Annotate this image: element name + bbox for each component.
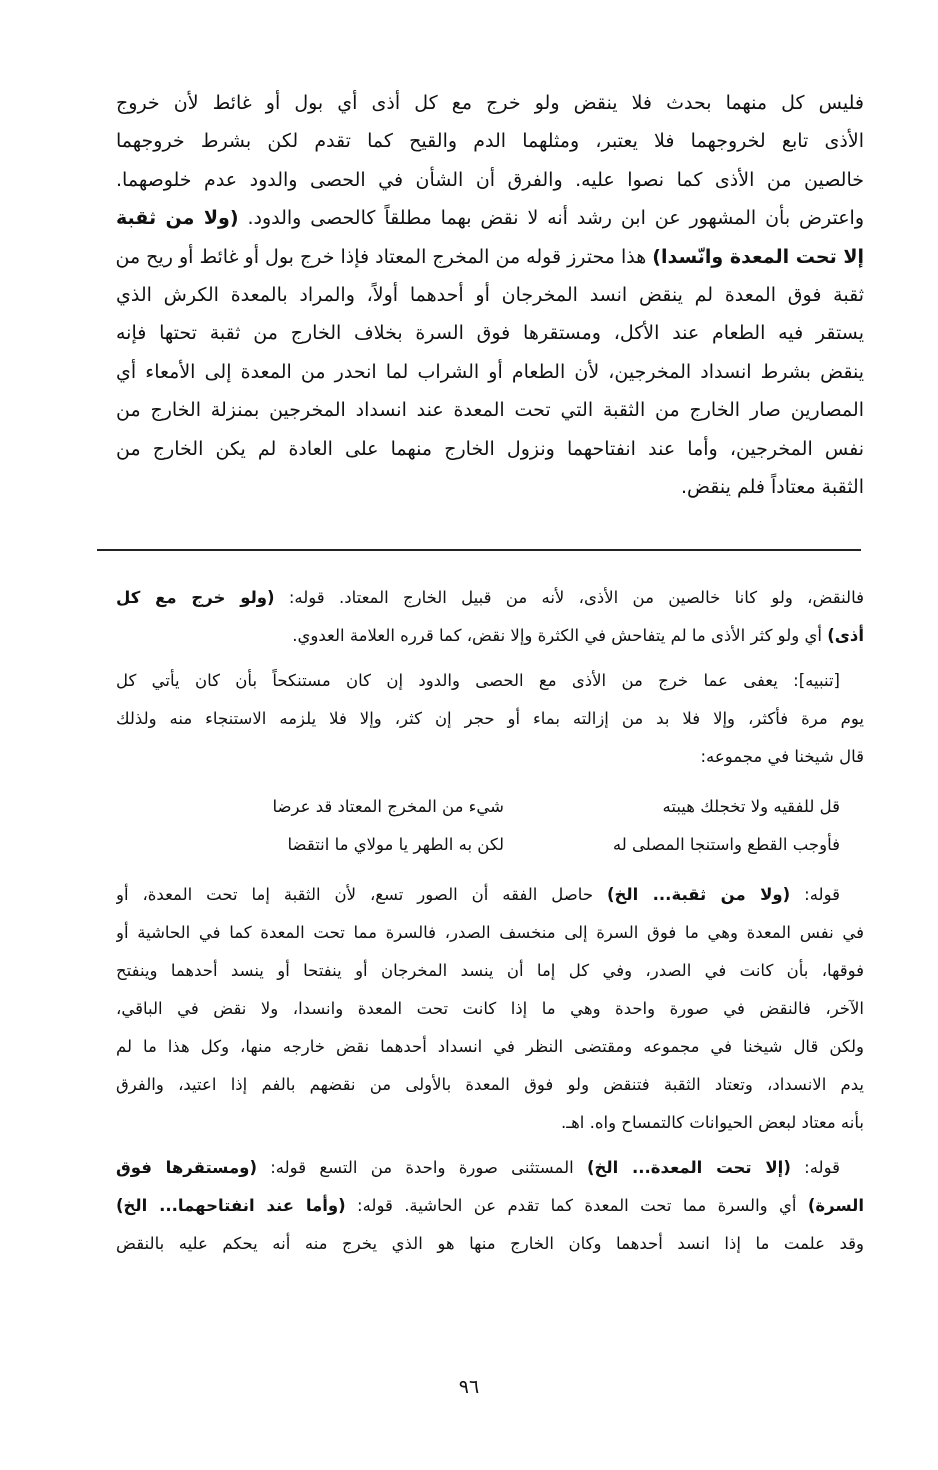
text-line	[116, 391, 864, 429]
text-segment: حاصل الفقه أن الصور تسع، لأن الثقبة إما تحت المعدة، أو	[116, 885, 607, 904]
text-segment: فليس كل منهما بحدث فلا ينقض ولو خرج مع كل أذى أي بول أو غائط لأن خروج	[116, 92, 864, 114]
footnote-separator	[97, 549, 861, 551]
text-segment: الأذى تابع لخروجهما فلا يعتبر، ومثلهما الدم والقيح كما تقدم لكن بشرط خروجهما	[116, 130, 864, 153]
text-segment: قوله:	[790, 1158, 840, 1177]
note-line: يدم الانسداد، وتعتاد الثقبة فتنقض ولو فوق المعدة بالأولى من نقضهم بالفم إذا اعتيد، والفرق	[116, 1075, 864, 1094]
text-segment: قوله:	[790, 885, 840, 904]
text-line	[116, 161, 864, 199]
text-segment: الثقبة معتاداً فلم ينقض.	[680, 475, 864, 498]
note-line: ولكن قال شيخنا في مجموعه ومقتضى النظر في انسداد أحدهما نقض خارجه منها، وكل هذا ما لم	[116, 1037, 864, 1056]
note-line	[116, 1149, 864, 1187]
note-line	[116, 579, 864, 617]
verse-first-hemistich: فأوجب القطع واستنجا المصلى له	[612, 835, 840, 854]
text-segment: فالنقض، ولو كانا خالصين من الأذى، لأنه من قبيل الخارج المعتاد. قوله:	[274, 588, 864, 607]
text-segment: واعترض بأن المشهور عن ابن رشد أنه لا نقض بهما مطلقاً كالحصى والدود.	[238, 207, 864, 230]
page-number: ٩٦	[458, 1376, 480, 1398]
note-line: في نفس المعدة وهي ما فوق السرة إلى منخسف الصدر، فالسرة مما تحت المعدة كما في الحاشية أو	[116, 923, 864, 942]
verse-line	[116, 826, 864, 864]
verse-first-hemistich: قل للفقيه ولا تخجلك هيبته	[662, 797, 840, 816]
text-line	[116, 199, 864, 237]
text-segment: المستثنى صورة واحدة من التسع قوله:	[256, 1158, 587, 1177]
note-line: فوقها، بأن كانت في الصدر، وفي كل إما أن ينسد المخرجان أو ينفتحا أو ينسد أحدهما وينفتح	[116, 961, 864, 980]
bold-quote: (وأما عند انفتاحهما... الخ)	[116, 1196, 346, 1215]
bold-quote: أذى)	[827, 626, 864, 645]
bold-quote: (ولو خرج مع كل	[116, 588, 275, 607]
text-line	[116, 314, 864, 352]
verse-line	[116, 788, 864, 826]
note-line: بأنه معتاد لبعض الحيوانات كالتمساح واه. اهـ.	[561, 1113, 864, 1132]
bold-quote: (إلا تحت المعدة... الخ)	[586, 1158, 791, 1177]
bold-quote: السرة)	[807, 1196, 864, 1215]
note-line: وقد علمت ما إذا انسد أحدهما وكان الخارج منها هو الذي يخرج منه أنه يحكم عليه بالنقض	[116, 1234, 864, 1253]
text-segment: المصارين صار الخارج من الثقبة التي تحت المعدة عند انسداد المخرجين بمنزلة الخارج من	[116, 399, 864, 422]
bold-quote: (ولا من ثقبة... الخ)	[606, 885, 791, 904]
footnotes	[116, 579, 864, 1263]
text-segment: يستقر فيه الطعام عند الأكل، ومستقرها فوق السرة بخلاف الخارج من ثقبة تحتها فإنه	[116, 322, 864, 345]
verse-second-hemistich: شيء من المخرج المعتاد قد عرضا	[272, 797, 504, 816]
bold-quote: (ولا من ثقبة	[116, 207, 239, 230]
text-line	[116, 468, 864, 506]
text-segment: هذا محترز قوله من المخرج المعتاد فإذا خرج بول أو غائط أو ريح من	[116, 245, 653, 268]
text-segment: ينقض بشرط انسداد المخرجين، لأن الطعام أو الشراب لما انحدر من المعدة إلى الأمعاء أي	[116, 360, 864, 383]
text-line	[116, 276, 864, 314]
main-text	[116, 84, 864, 506]
note-line: يوم مرة فأكثر، وإلا فلا بد من إزالته بماء أو حجر إن كثر، وإلا فلا يلزمه الاستنجاء منه ولذلك	[116, 709, 864, 728]
verse-second-hemistich: لكن به الطهر يا مولاي ما انتقضا	[287, 835, 504, 854]
bold-quote: (ومستقرها فوق	[116, 1158, 257, 1177]
text-line	[116, 430, 864, 468]
text-segment: خالصين من الأذى كما نصوا عليه. والفرق أن الشأن في الحصى والدود عدم خلوصهما.	[116, 168, 864, 191]
text-segment: ثقبة فوق المعدة لم ينقض انسد المخرجان أو أحدهما أولاً، والمراد بالمعدة الكرش الذي	[116, 283, 864, 306]
note-line	[116, 617, 864, 655]
text-segment: نفس المخرجين، وأما عند انفتاحهما ونزول الخارج منهما على العادة لم يكن الخارج من	[116, 437, 864, 460]
text-segment: أي ولو كثر الأذى ما لم يتفاحش في الكثرة وإلا نقض، كما قرره العلامة العدوي.	[292, 626, 828, 645]
note-line: الآخر، فالنقض في صورة واحدة وهي ما إذا كانت تحت المعدة وانسدا، ولا نقض في الباقي،	[116, 999, 864, 1018]
text-segment: أي والسرة مما تحت المعدة كما تقدم عن الحاشية. قوله:	[345, 1196, 808, 1215]
text-line	[116, 84, 864, 122]
note-line: قال شيخنا في مجموعه:	[700, 747, 864, 766]
note-line	[116, 1187, 864, 1225]
text-line	[116, 353, 864, 391]
text-line	[116, 238, 864, 276]
text-line	[116, 122, 864, 160]
bold-quote: إلا تحت المعدة وانّسدا)	[652, 245, 864, 268]
note-line: [تنبيه]: يعفى عما خرج من الأذى مع الحصى والدود إن كان مستنكحاً بأن كان يأتي كل	[116, 671, 840, 690]
note-line	[116, 876, 864, 914]
